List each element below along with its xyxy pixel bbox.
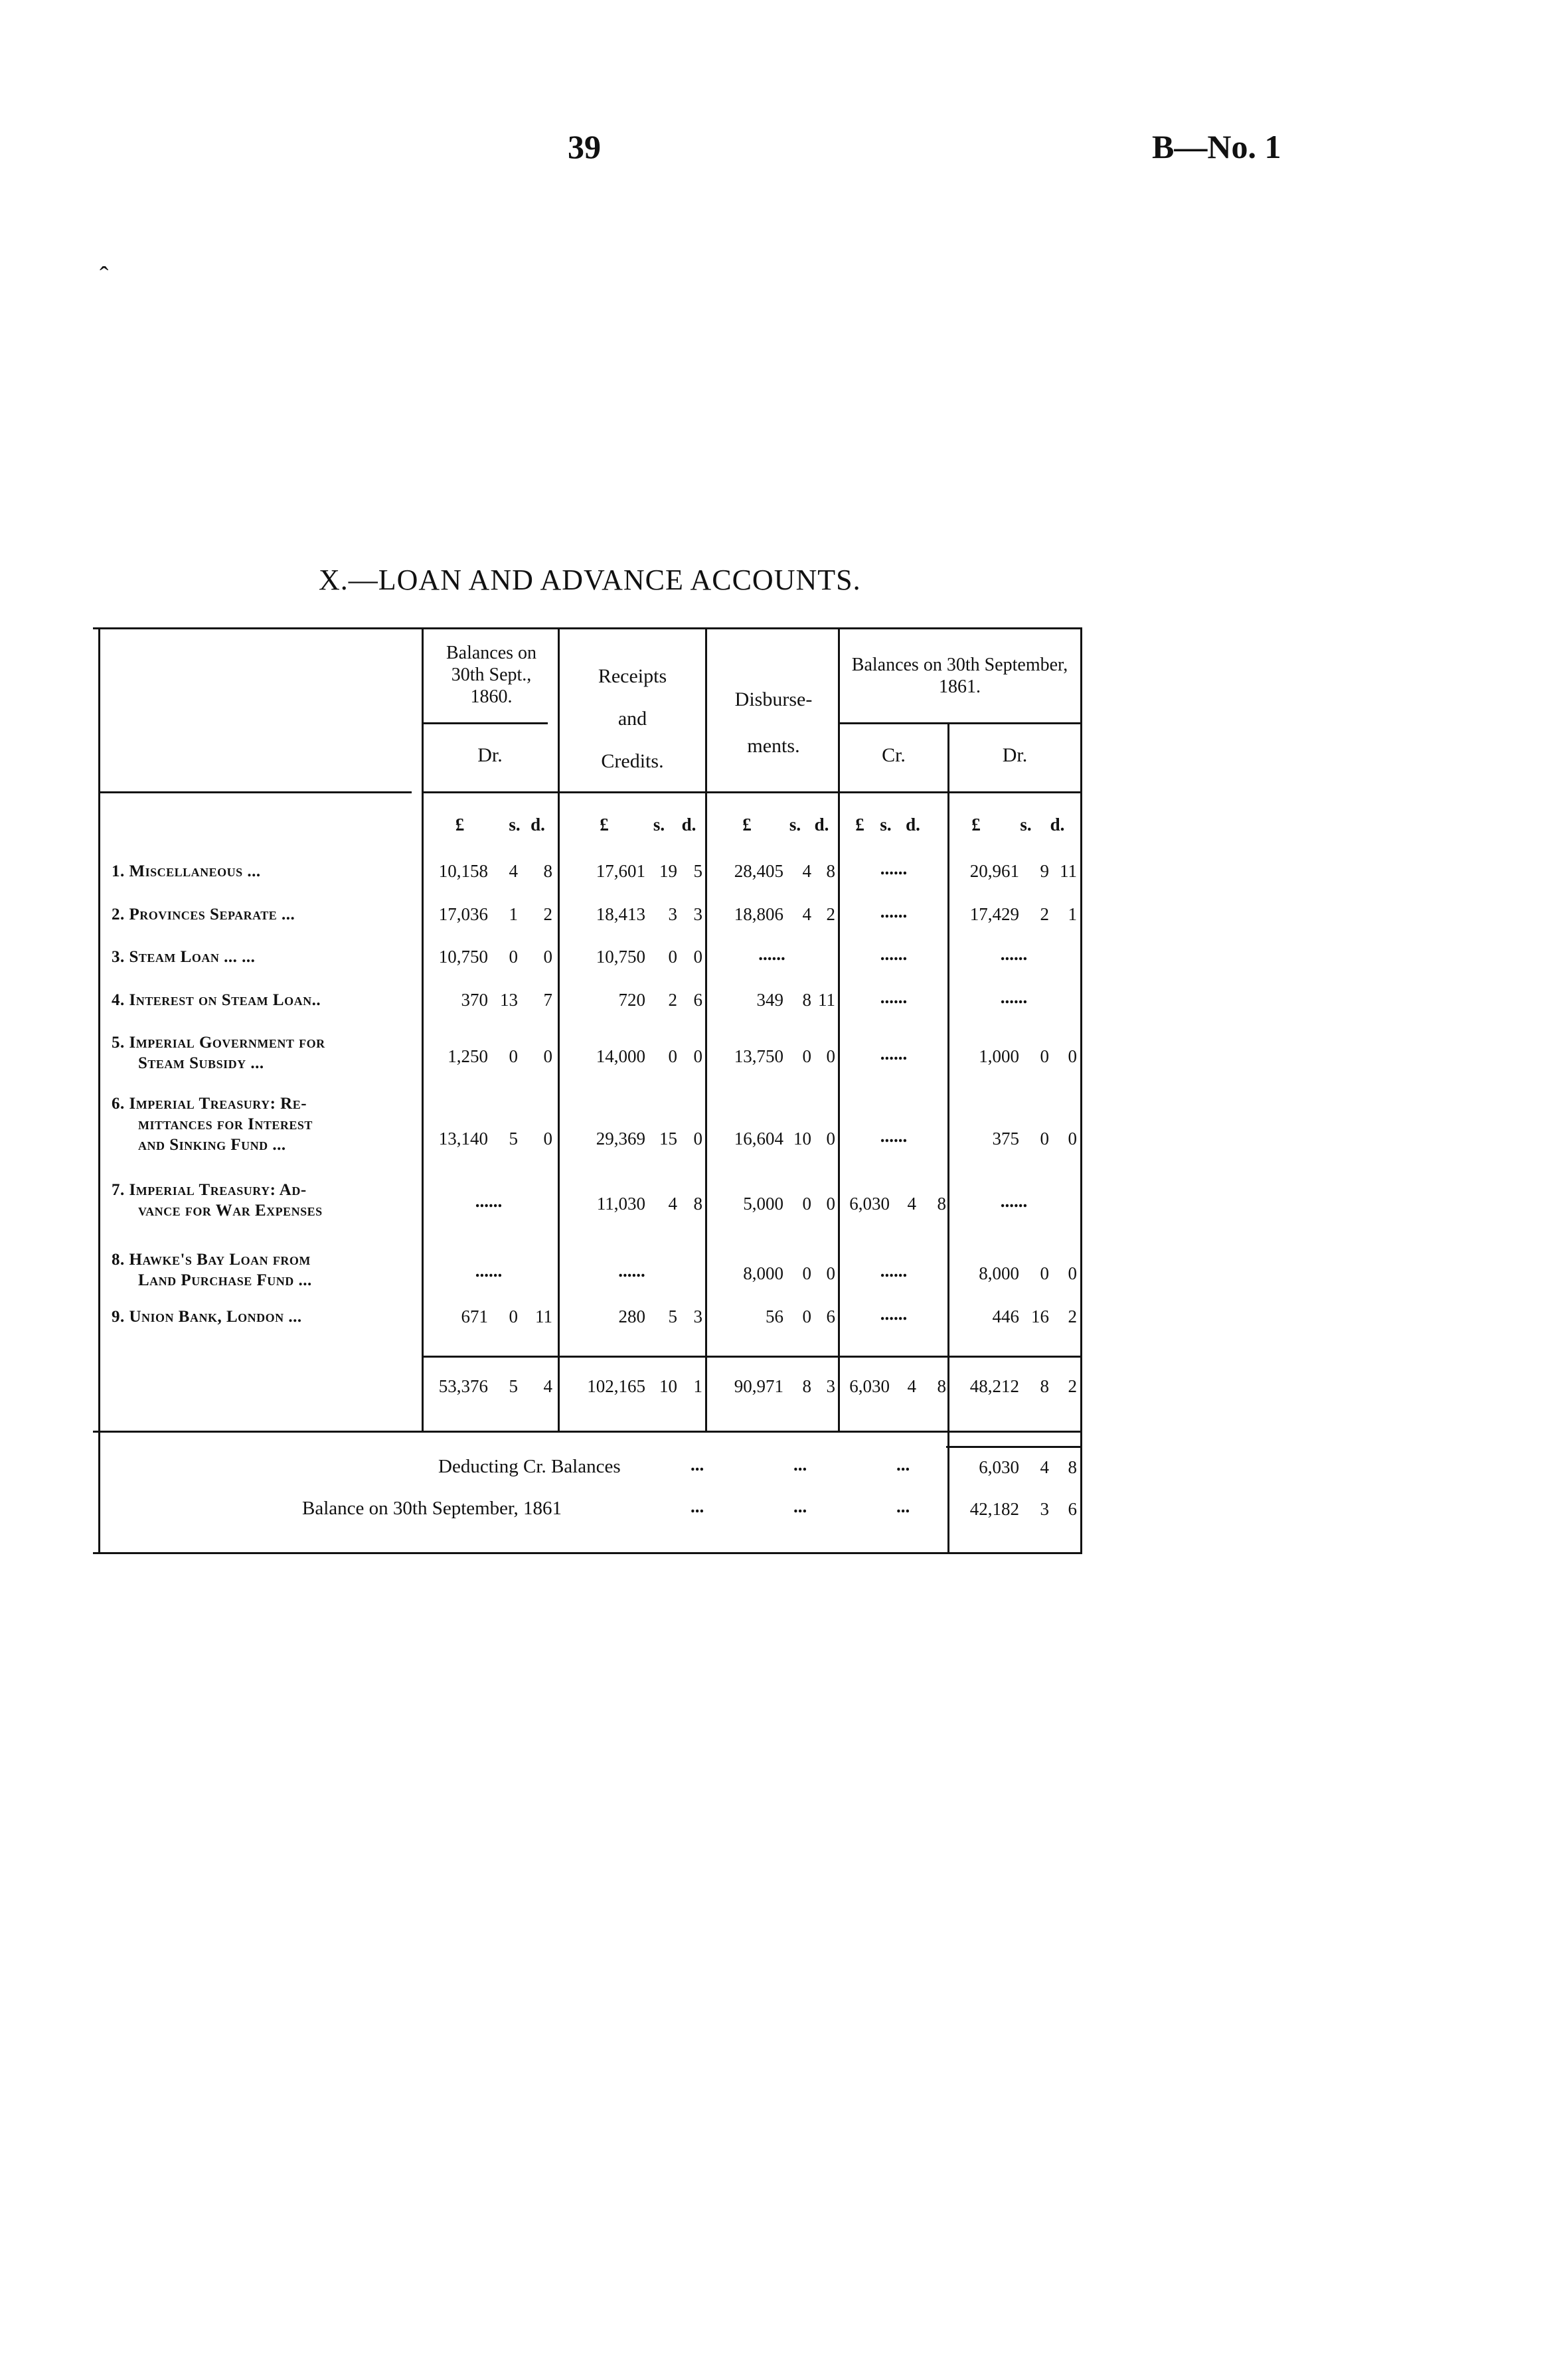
empty-cell-mark: ......	[1000, 1191, 1028, 1211]
footer-label: Balance on 30th September, 1861	[302, 1498, 562, 1519]
row-value-pounds: 5,000	[743, 1194, 783, 1214]
row-value-shillings: 4	[509, 861, 518, 881]
empty-cell-mark: ......	[880, 858, 908, 878]
row-value-pounds: 29,369	[596, 1129, 645, 1149]
unit-label: £	[742, 815, 752, 834]
total-value-pounds: 53,376	[438, 1376, 488, 1396]
total-value-shillings: 10	[659, 1376, 677, 1396]
footer-label: Deducting Cr. Balances	[438, 1456, 621, 1477]
rule-header-label	[100, 791, 412, 793]
row-value-pence: 2	[1068, 1307, 1077, 1326]
row-value-pounds: 28,405	[734, 861, 783, 881]
row-value-pounds: 16,604	[734, 1129, 783, 1149]
rule-1861-sub	[840, 722, 1082, 724]
row-label: 5. Imperial Government for	[112, 1034, 325, 1052]
empty-cell-mark: ......	[1000, 987, 1028, 1007]
row-value-pounds: 18,413	[596, 904, 645, 924]
row-value-shillings: 0	[1040, 1046, 1049, 1066]
row-value-shillings: 4	[802, 904, 811, 924]
unit-label: d.	[1050, 815, 1065, 834]
unit-label: £	[971, 815, 981, 834]
row-value-pence: 3	[693, 1307, 702, 1326]
row-value-pence: 11	[1060, 861, 1077, 881]
row-value-pence: 0	[826, 1129, 835, 1149]
total-value-pence: 4	[543, 1376, 552, 1396]
unit-label: d.	[814, 815, 829, 834]
row-value-pounds: 8,000	[743, 1263, 783, 1283]
row-value-pounds: 13,140	[438, 1129, 488, 1149]
empty-cell-mark: ......	[475, 1261, 503, 1281]
row-value-shillings: 0	[668, 1046, 677, 1066]
total-value-shillings: 8	[802, 1376, 811, 1396]
empty-cell-mark: ......	[880, 944, 908, 964]
row-value-shillings: 0	[802, 1307, 811, 1326]
total-value-pounds: 6,030	[849, 1376, 890, 1396]
row-value-pounds: 671	[461, 1307, 488, 1326]
footer-dots: ...	[793, 1496, 807, 1516]
footer-value-shillings: 4	[1040, 1457, 1049, 1477]
total-value-pounds: 102,165	[587, 1376, 645, 1396]
row-value-shillings: 2	[1040, 904, 1049, 924]
row-value-pence: 0	[543, 1046, 552, 1066]
row-value-shillings: 15	[659, 1129, 677, 1149]
unit-label: s.	[509, 815, 521, 834]
row-value-shillings: 4	[907, 1194, 916, 1214]
header-balances-1861-dr: Dr.	[1002, 744, 1028, 766]
unit-label: £	[600, 815, 609, 834]
empty-cell-mark: ......	[475, 1191, 503, 1211]
unit-label: d.	[531, 815, 545, 834]
row-label: mittances for Interest	[138, 1115, 313, 1133]
row-value-pence: 0	[693, 947, 702, 967]
row-value-shillings: 0	[802, 1263, 811, 1283]
row-value-pounds: 17,429	[969, 904, 1019, 924]
row-value-pounds: 6,030	[849, 1194, 890, 1214]
footer-dots: ...	[793, 1455, 807, 1474]
row-value-pence: 0	[1068, 1129, 1077, 1149]
row-value-pounds: 56	[766, 1307, 783, 1326]
row-value-pence: 2	[826, 904, 835, 924]
rule-col5	[947, 722, 949, 1552]
page-number: 39	[568, 128, 601, 165]
row-label: 8. Hawke's Bay Loan from	[112, 1251, 311, 1269]
rule-bottom	[93, 1552, 1082, 1554]
row-value-shillings: 9	[1040, 861, 1049, 881]
row-value-shillings: 0	[668, 947, 677, 967]
total-value-shillings: 5	[509, 1376, 518, 1396]
unit-label: s.	[880, 815, 892, 834]
total-value-pounds: 48,212	[969, 1376, 1019, 1396]
row-value-pounds: 446	[992, 1307, 1019, 1326]
row-label: and Sinking Fund ...	[138, 1136, 286, 1154]
footer-dots: ...	[896, 1496, 910, 1516]
row-value-shillings: 5	[668, 1307, 677, 1326]
row-label: 4. Interest on Steam Loan..	[112, 991, 321, 1009]
total-value-shillings: 4	[907, 1376, 916, 1396]
row-value-pence: 8	[826, 861, 835, 881]
row-value-pence: 8	[693, 1194, 702, 1214]
row-value-pence: 6	[826, 1307, 835, 1326]
header-balances-1860: Balances on 30th Sept., 1860.	[446, 643, 537, 707]
row-value-pence: 0	[693, 1046, 702, 1066]
row-value-pence: 0	[826, 1263, 835, 1283]
row-value-pounds: 17,036	[438, 904, 488, 924]
row-value-pounds: 13,750	[734, 1046, 783, 1066]
row-value-shillings: 3	[668, 904, 677, 924]
total-value-pence: 8	[937, 1376, 946, 1396]
row-value-pence: 7	[543, 990, 552, 1010]
row-value-shillings: 0	[802, 1046, 811, 1066]
row-value-shillings: 19	[659, 861, 677, 881]
row-label: Steam Subsidy ...	[138, 1054, 264, 1072]
table-title: X.—LOAN AND ADVANCE ACCOUNTS.	[319, 564, 861, 596]
row-value-shillings: 0	[1040, 1263, 1049, 1283]
total-value-pence: 2	[1068, 1376, 1077, 1396]
rule-footer-sub	[946, 1446, 1082, 1448]
row-value-pounds: 720	[618, 990, 645, 1010]
row-value-pounds: 280	[618, 1307, 645, 1326]
row-value-pence: 0	[1068, 1263, 1077, 1283]
row-value-shillings: 4	[802, 861, 811, 881]
total-value-pounds: 90,971	[734, 1376, 783, 1396]
rule-col3	[705, 627, 707, 1432]
row-value-pounds: 14,000	[596, 1046, 645, 1066]
empty-cell-mark: ......	[880, 1304, 908, 1324]
row-value-pounds: 10,750	[596, 947, 645, 967]
row-value-pence: 0	[543, 947, 552, 967]
unit-label: s.	[1020, 815, 1032, 834]
footer-value-shillings: 3	[1040, 1499, 1049, 1519]
row-label: vance for War Expenses	[138, 1202, 323, 1220]
row-value-pence: 0	[826, 1046, 835, 1066]
unit-label: d.	[906, 815, 920, 834]
unit-label: s.	[789, 815, 801, 834]
rule-left	[98, 627, 100, 1553]
footer-dots: ...	[691, 1496, 704, 1516]
total-value-shillings: 8	[1040, 1376, 1049, 1396]
row-label: 9. Union Bank, London ...	[112, 1308, 302, 1326]
unit-label: s.	[653, 815, 665, 834]
loan-advance-table	[93, 627, 1082, 1557]
row-value-pence: 1	[1068, 904, 1077, 924]
unit-label: d.	[681, 815, 696, 834]
empty-cell-mark: ......	[880, 1126, 908, 1146]
row-value-pence: 8	[543, 861, 552, 881]
row-value-pence: 6	[693, 990, 702, 1010]
row-value-pence: 0	[1068, 1046, 1077, 1066]
unit-label: £	[455, 815, 465, 834]
footer-value-pounds: 42,182	[969, 1499, 1019, 1519]
row-value-pounds: 10,158	[438, 861, 488, 881]
row-value-pence: 0	[826, 1194, 835, 1214]
footer-dots: ...	[896, 1455, 910, 1474]
rule-col2	[558, 627, 560, 1432]
empty-cell-mark: ......	[880, 1044, 908, 1064]
row-value-pence: 0	[543, 1129, 552, 1149]
row-value-pounds: 375	[992, 1129, 1019, 1149]
row-label: 2. Provinces Separate ...	[112, 906, 295, 923]
row-value-pounds: 17,601	[596, 861, 645, 881]
row-label: 1. Miscellaneous ...	[112, 862, 261, 880]
footer-value-pence: 8	[1068, 1457, 1077, 1477]
row-value-pounds: 11,030	[596, 1194, 645, 1214]
empty-cell-mark: ......	[880, 1261, 908, 1281]
row-value-pence: 11	[818, 990, 835, 1010]
empty-cell-mark: ......	[880, 902, 908, 921]
row-label: Land Purchase Fund ...	[138, 1271, 312, 1289]
row-label: 6. Imperial Treasury: Re-	[112, 1095, 307, 1113]
row-value-pounds: 349	[756, 990, 783, 1010]
row-label: 3. Steam Loan ... ...	[112, 948, 256, 966]
row-value-pounds: 18,806	[734, 904, 783, 924]
row-value-shillings: 10	[793, 1129, 811, 1149]
row-value-pence: 2	[543, 904, 552, 924]
footer-value-pence: 6	[1068, 1499, 1077, 1519]
row-value-shillings: 0	[509, 947, 518, 967]
footer-dots: ...	[691, 1455, 704, 1474]
row-value-shillings: 0	[802, 1194, 811, 1214]
page-mark: ˆ	[100, 261, 109, 291]
row-value-pence: 11	[535, 1307, 552, 1326]
row-value-shillings: 1	[509, 904, 518, 924]
row-value-pounds: 1,250	[448, 1046, 488, 1066]
row-value-shillings: 0	[509, 1046, 518, 1066]
row-value-pounds: 8,000	[979, 1263, 1019, 1283]
total-value-pence: 1	[693, 1376, 702, 1396]
total-value-pence: 3	[826, 1376, 835, 1396]
footer-value-pounds: 6,030	[979, 1457, 1019, 1477]
rule-1860-sub	[422, 722, 548, 724]
header-balances-1861: Balances on 30th September, 1861.	[851, 655, 1068, 697]
rule-after-totals	[93, 1431, 1082, 1433]
empty-cell-mark: ......	[880, 987, 908, 1007]
row-value-shillings: 0	[509, 1307, 518, 1326]
row-value-shillings: 8	[802, 990, 811, 1010]
row-value-pence: 0	[693, 1129, 702, 1149]
row-value-pounds: 20,961	[969, 861, 1019, 881]
empty-cell-mark: ......	[618, 1261, 645, 1281]
document-reference: B—No. 1	[1152, 128, 1281, 165]
row-value-shillings: 16	[1031, 1307, 1049, 1326]
row-value-pence: 5	[693, 861, 702, 881]
rule-before-totals	[422, 1356, 1082, 1358]
row-value-pounds: 10,750	[438, 947, 488, 967]
row-value-pounds: 370	[461, 990, 488, 1010]
row-value-shillings: 5	[509, 1129, 518, 1149]
rule-right	[1080, 627, 1082, 1553]
row-value-shillings: 2	[668, 990, 677, 1010]
row-value-shillings: 0	[1040, 1129, 1049, 1149]
header-balances-1860-dr: Dr.	[477, 744, 503, 766]
row-value-pence: 3	[693, 904, 702, 924]
row-value-pounds: 1,000	[979, 1046, 1019, 1066]
header-receipts: Receipts and Credits.	[598, 665, 667, 772]
empty-cell-mark: ......	[1000, 944, 1028, 964]
rule-top	[93, 627, 1082, 629]
rule-header-values	[422, 791, 1082, 793]
row-label: 7. Imperial Treasury: Ad-	[112, 1181, 307, 1199]
header-disbursements: Disburse- ments.	[734, 688, 813, 757]
empty-cell-mark: ......	[758, 944, 785, 964]
unit-label: £	[855, 815, 864, 834]
row-value-shillings: 13	[500, 990, 518, 1010]
header-balances-1861-cr: Cr.	[882, 744, 906, 766]
row-value-pence: 8	[937, 1194, 946, 1214]
row-value-shillings: 4	[668, 1194, 677, 1214]
